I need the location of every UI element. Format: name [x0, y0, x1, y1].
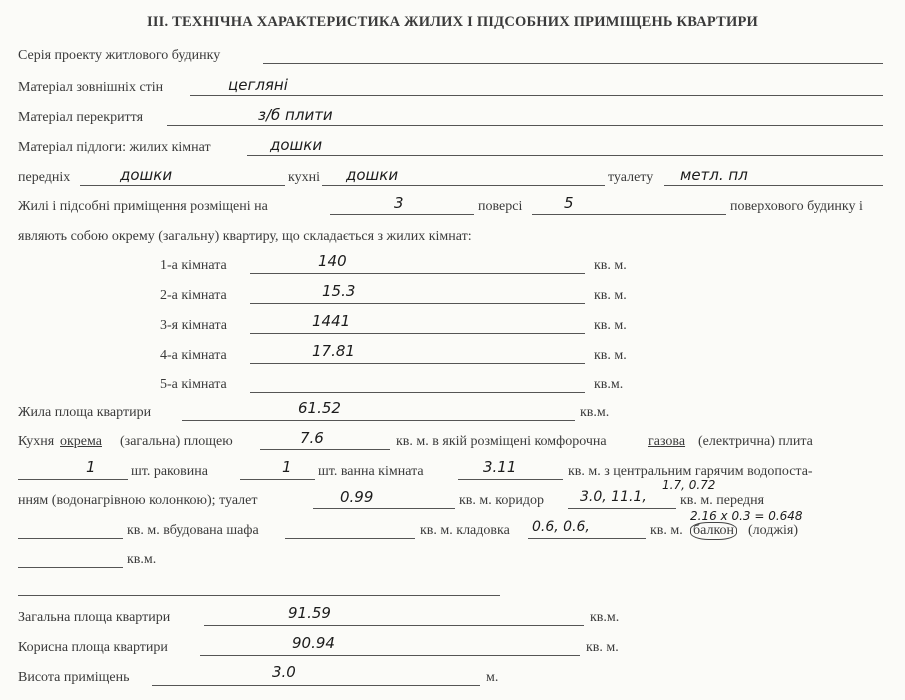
storeys-line: [532, 214, 726, 215]
heater-label: нням (водонагрівною колонкою); туалет: [18, 493, 258, 508]
located-label: Жилі і підсобні приміщення розміщені на: [18, 199, 268, 214]
extra-line: [18, 567, 123, 568]
pcs-bath: шт. ванна кімната: [318, 464, 424, 479]
hot-water-label: кв. м. з центральним гарячим водопоста-: [568, 464, 813, 479]
room-4-label: 4-а кімната: [160, 348, 227, 363]
sink-line: [18, 479, 128, 480]
room-4-line: [250, 363, 585, 364]
total-label: Загальна площа квартири: [18, 610, 171, 625]
walls-value: цегляні: [228, 76, 288, 94]
room-2-line: [250, 303, 585, 304]
living-area-label: Жила площа квартири: [18, 405, 152, 420]
living-area-line: [182, 420, 575, 421]
pantry-value: 0.6, 0.6,: [532, 519, 590, 535]
room-3-value: 1441: [312, 312, 351, 330]
floor-rooms-value: дошки: [270, 136, 323, 154]
separator-line: [18, 595, 500, 596]
balcony-a: кв. м.: [650, 523, 683, 538]
bath-line: [240, 479, 315, 480]
kitchen-b: окрема: [60, 434, 102, 449]
pantry-line: [528, 538, 646, 539]
balcony-calc-value: 2.16 х 0.3 = 0.648: [690, 509, 803, 523]
hall-value: дошки: [120, 166, 173, 184]
ceiling-label: Матеріал перекриття: [18, 110, 144, 125]
room-2-unit: кв. м.: [594, 288, 627, 303]
ceiling-value: з/б плити: [258, 106, 333, 124]
room-5-label: 5-а кімната: [160, 377, 227, 392]
corridor-label: кв. м. коридор: [459, 493, 544, 508]
toilet-area-value: 0.99: [340, 488, 374, 506]
corridor-line: [568, 508, 676, 509]
room-3-unit: кв. м.: [594, 318, 627, 333]
bath-area-line: [458, 479, 563, 480]
room-4-unit: кв. м.: [594, 348, 627, 363]
toilet-label: туалету: [608, 170, 654, 185]
total-value: 91.59: [288, 604, 331, 622]
total-unit: кв.м.: [590, 610, 620, 625]
room-4-value: 17.81: [312, 342, 355, 360]
floor-rooms-label: Матеріал підлоги: жилих кімнат: [18, 140, 211, 155]
room-3-line: [250, 333, 585, 334]
kitchen-a: Кухня: [18, 434, 55, 449]
bath-value: 1: [282, 458, 292, 476]
useful-label: Корисна площа квартири: [18, 640, 168, 655]
height-label: Висота приміщень: [18, 670, 130, 685]
room-1-value: 140: [318, 252, 347, 270]
sink-value: 1: [86, 458, 96, 476]
form-title: ІІІ. ТЕХНІЧНА ХАРАКТЕРИСТИКА ЖИЛИХ І ПІДСОБНИХ ПРИМІЩЕНЬ КВАРТИРИ: [146, 14, 758, 30]
kitchen-d: кв. м. в якій розміщені комфорочна: [396, 434, 607, 449]
corridor-extra-value: 1.7, 0.72: [662, 478, 716, 492]
kitchen-area-value: 7.6: [300, 429, 324, 447]
balcony-c: (лоджія): [748, 523, 799, 538]
walls-label: Матеріал зовнішніх стін: [18, 80, 164, 95]
kitchen-floor-value: дошки: [346, 166, 399, 184]
walls-line: [190, 95, 883, 96]
kitchen-line: [322, 185, 605, 186]
kitchen-label: кухні: [288, 170, 320, 185]
extra-unit: кв.м.: [127, 552, 157, 567]
separate-label: являють собою окрему (загальну) квартиру, що складається з жилих кімнат:: [18, 229, 472, 244]
closet-line: [285, 538, 415, 539]
pcs-sink: шт. раковина: [131, 464, 208, 479]
corridor-value: 3.0, 11.1,: [580, 489, 647, 505]
series-line: [263, 63, 883, 64]
room-5-line: [250, 392, 585, 393]
series-label: Серія проекту житлового будинку: [18, 48, 221, 63]
front-label: кв. м. передня: [680, 493, 765, 508]
toilet-floor-value: метл. пл: [680, 166, 748, 184]
kitchen-c: (загальна) площею: [120, 434, 233, 449]
toilet-area-line: [313, 508, 455, 509]
storeys-value: 5: [564, 194, 574, 212]
pantry-label: кв. м. кладовка: [420, 523, 510, 538]
hall-line: [80, 185, 285, 186]
room-1-unit: кв. м.: [594, 258, 627, 273]
room-2-value: 15.3: [322, 282, 356, 300]
useful-line: [200, 655, 580, 656]
bath-area-value: 3.11: [483, 458, 517, 476]
height-unit: м.: [486, 670, 499, 685]
living-area-unit: кв.м.: [580, 405, 610, 420]
gas-label: газова: [648, 434, 686, 449]
room-2-label: 2-а кімната: [160, 288, 227, 303]
useful-unit: кв. м.: [586, 640, 619, 655]
storey-building-label: поверхового будинку і: [730, 199, 863, 214]
hall-label: передніх: [18, 170, 71, 185]
front-area-line: [18, 538, 123, 539]
floor-num-value: 3: [394, 194, 404, 212]
living-area-value: 61.52: [298, 399, 341, 417]
balcony-b: балкон: [690, 522, 737, 540]
room-3-label: 3-я кімната: [160, 318, 227, 333]
floor-rooms-line: [247, 155, 883, 156]
toilet-line: [664, 185, 883, 186]
total-line: [204, 625, 584, 626]
useful-value: 90.94: [292, 634, 335, 652]
room-1-label: 1-а кімната: [160, 258, 227, 273]
room-5-unit: кв.м.: [594, 377, 624, 392]
room-1-line: [250, 273, 585, 274]
kitchen-e: (електрична) плита: [698, 434, 813, 449]
floor-word: поверсі: [478, 199, 523, 214]
closet-label: кв. м. вбудована шафа: [127, 523, 259, 538]
floor-num-line: [330, 214, 474, 215]
height-value: 3.0: [272, 663, 296, 681]
height-line: [152, 685, 480, 686]
kitchen-area-line: [260, 449, 390, 450]
ceiling-line: [167, 125, 883, 126]
